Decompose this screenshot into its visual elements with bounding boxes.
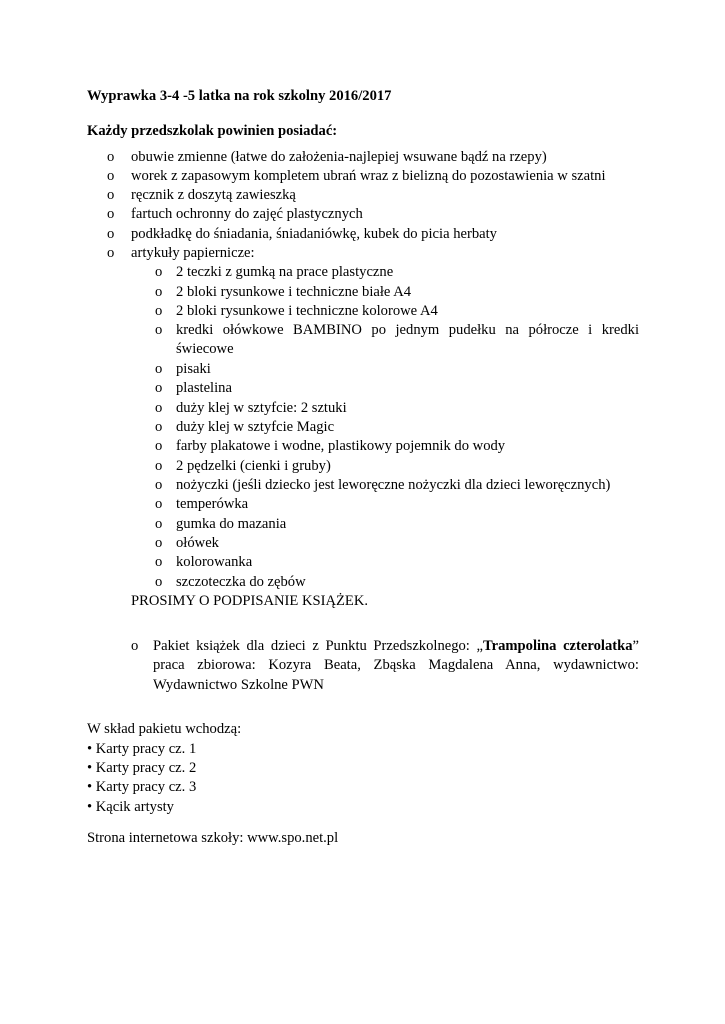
bullet-icon: o bbox=[155, 438, 163, 454]
contents-item: • Karty pracy cz. 1 bbox=[87, 741, 197, 757]
notice-text: PROSIMY O PODPISANIE KSIĄŻEK. bbox=[131, 593, 369, 609]
bullet-icon: o bbox=[155, 574, 163, 590]
bullet-icon: o bbox=[155, 380, 163, 396]
sub-list-item: temperówka bbox=[176, 496, 249, 512]
package-outro: ” praca zbiorowa: Kozyra Beata, Zbąska Magdalena Anna, wydawnictwo: Wydawnictwo Szkolne PWN bbox=[153, 638, 639, 693]
bullet-icon: o bbox=[155, 284, 163, 300]
bullet-icon: o bbox=[155, 458, 163, 474]
sub-list-item: plastelina bbox=[176, 380, 232, 396]
sub-list-item: ołówek bbox=[176, 535, 219, 551]
sub-list-item: 2 teczki z gumką na prace plastyczne bbox=[176, 264, 394, 280]
sub-list-item: kolorowanka bbox=[176, 554, 253, 570]
bullet-icon: o bbox=[155, 264, 163, 280]
list-item: fartuch ochronny do zajęć plastycznych bbox=[131, 206, 363, 222]
package-paragraph bbox=[153, 637, 639, 695]
sub-list-item: nożyczki (jeśli dziecko jest leworęczne nożyczki dla dzieci leworęcznych) bbox=[176, 477, 611, 493]
bullet-icon: o bbox=[107, 245, 115, 261]
list-item: worek z zapasowym kompletem ubrań wraz z bielizną do pozostawienia w szatni bbox=[131, 168, 606, 184]
list-item: ręcznik z doszytą zawieszką bbox=[131, 187, 296, 203]
sub-list-item: duży klej w sztyfcie: 2 sztuki bbox=[176, 400, 347, 416]
bullet-icon: o bbox=[107, 168, 115, 184]
bullet-icon: o bbox=[107, 149, 115, 165]
sub-list-item: farby plakatowe i wodne, plastikowy pojemnik do wody bbox=[176, 438, 506, 454]
sub-list-item: szczoteczka do zębów bbox=[176, 574, 306, 590]
website-line: Strona internetowa szkoły: www.spo.net.pl bbox=[87, 830, 339, 846]
sub-list-item: kredki ołówkowe BAMBINO po jednym pudełku na półrocze i kredki świecowe bbox=[176, 322, 639, 358]
bullet-icon: o bbox=[155, 400, 163, 416]
sub-list-item: 2 pędzelki (cienki i gruby) bbox=[176, 458, 331, 474]
contents-item: • Karty pracy cz. 3 bbox=[87, 779, 197, 795]
bullet-icon: o bbox=[131, 638, 139, 654]
bullet-icon: o bbox=[155, 496, 163, 512]
sub-list-item: 2 bloki rysunkowe i techniczne białe A4 bbox=[176, 284, 412, 300]
bullet-icon: o bbox=[155, 477, 163, 493]
contents-heading: W skład pakietu wchodzą: bbox=[87, 721, 242, 737]
list-item: artykuły papiernicze: bbox=[131, 245, 255, 261]
bullet-icon: o bbox=[107, 187, 115, 203]
bullet-icon: o bbox=[155, 535, 163, 551]
contents-item: • Kącik artysty bbox=[87, 799, 174, 815]
sub-list-item: 2 bloki rysunkowe i techniczne kolorowe A4 bbox=[176, 303, 438, 319]
sub-list-item: duży klej w sztyfcie Magic bbox=[176, 419, 335, 435]
bullet-icon: o bbox=[155, 516, 163, 532]
contents-item: • Karty pracy cz. 2 bbox=[87, 760, 197, 776]
document-title: Wyprawka 3-4 -5 latka na rok szkolny 2016/2017 bbox=[87, 88, 392, 104]
list-item: podkładkę do śniadania, śniadaniówkę, kubek do picia herbaty bbox=[131, 226, 497, 242]
sub-list-item: gumka do mazania bbox=[176, 516, 287, 532]
book-title: Trampolina czterolatka bbox=[482, 638, 633, 654]
list-item: obuwie zmienne (łatwe do założenia-najlepiej wsuwane bądź na rzepy) bbox=[131, 149, 547, 165]
bullet-icon: o bbox=[107, 226, 115, 242]
package-intro: Pakiet książek dla dzieci z Punktu Przedszkolnego: „ bbox=[153, 638, 483, 654]
sub-list-item: pisaki bbox=[176, 361, 211, 377]
bullet-icon: o bbox=[155, 361, 163, 377]
document-subtitle: Każdy przedszkolak powinien posiadać: bbox=[87, 123, 338, 139]
bullet-icon: o bbox=[155, 554, 163, 570]
bullet-icon: o bbox=[155, 322, 163, 338]
bullet-icon: o bbox=[155, 419, 163, 435]
bullet-icon: o bbox=[155, 303, 163, 319]
bullet-icon: o bbox=[107, 206, 115, 222]
